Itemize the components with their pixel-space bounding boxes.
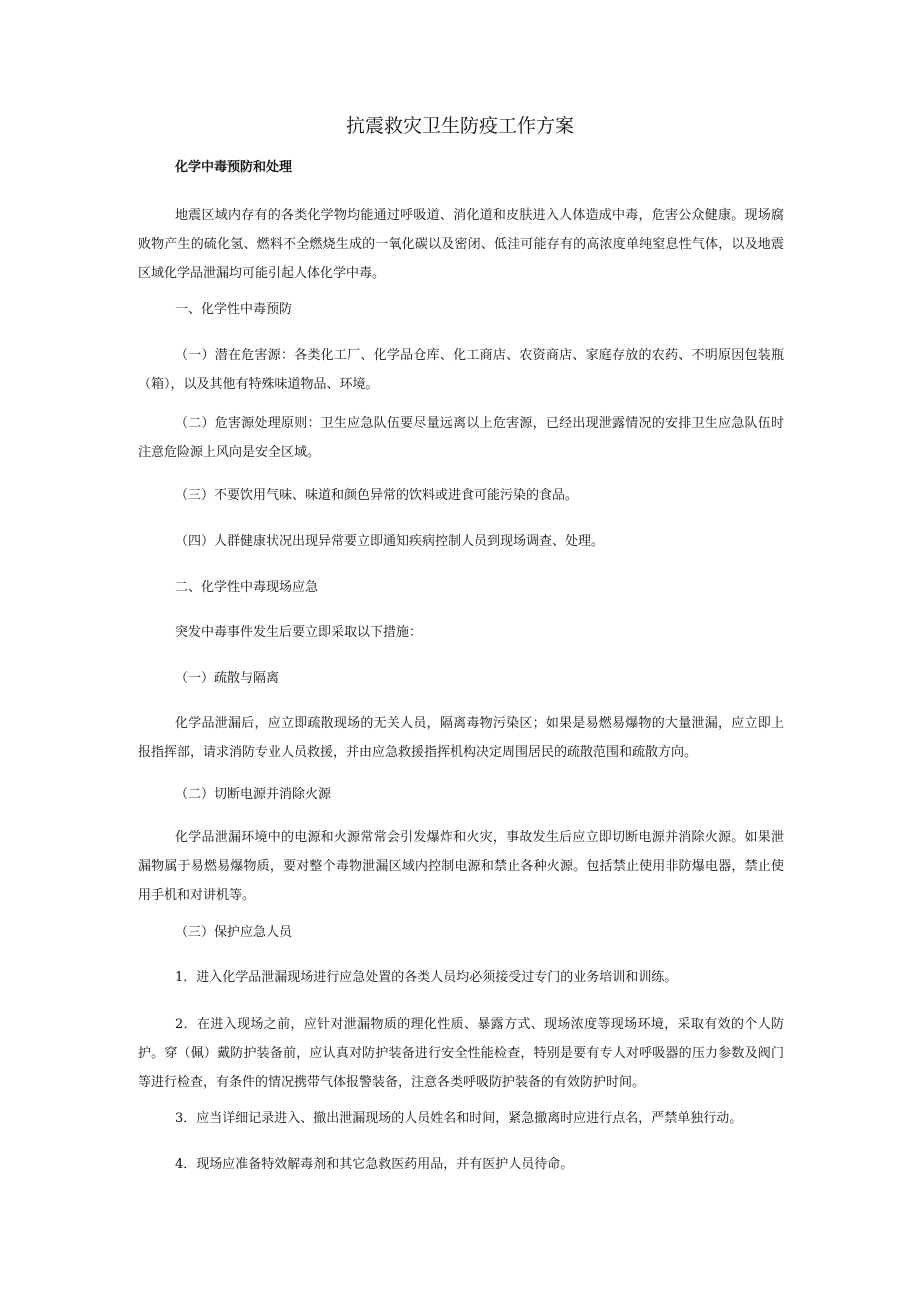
paragraph-item-4: 4．现场应准备特效解毒剂和其它急救医药用品，并有医护人员待命。: [175, 1157, 574, 1172]
paragraph-item-3: 3．应当详细记录进入、撤出泄漏现场的人员姓名和时间，紧急撤离时应进行点名，严禁单独行动。: [175, 1111, 743, 1126]
paragraph-no-drink: （三）不要饮用气味、味道和颜色异常的饮料或进食可能污染的食品。: [175, 488, 579, 503]
subheading-power-fire: （二）切断电源并消除火源: [175, 787, 332, 802]
subheading-evacuation: （一）疏散与隔离: [175, 671, 280, 686]
paragraph-hazard-principle: （二）危害源处理原则：卫生应急队伍要尽量远离以上危害源，已经出现泄露情况的安排卫生应急队伍时注意危险源上风向是安全区域。: [138, 416, 784, 460]
paragraph-measures-intro: 突发中毒事件发生后要立即采取以下措施：: [175, 625, 423, 640]
paragraph-power-fire: 化学品泄漏环境中的电源和火源常常会引发爆炸和火灾，事故发生后应立即切断电源并消除火源。如果泄漏物属于易燃易爆物质，要对整个毒物泄漏区域内控制电源和禁止各种火源。包括禁止使用非防爆电器，禁止使用手机和对讲机等。: [138, 830, 784, 903]
paragraph-item-1: 1．进入化学品泄漏现场进行应急处置的各类人员均必须接受过专门的业务培训和训练。: [175, 970, 678, 985]
document-title: 抗震救灾卫生防疫工作方案: [345, 115, 574, 137]
subheading-emergency: 二、化学性中毒现场应急: [175, 580, 319, 595]
paragraph-intro: 地震区域内存有的各类化学物均能通过呼吸道、消化道和皮肤进入人体造成中毒，危害公众健康。现场腐败物产生的硫化氢、燃料不全燃烧生成的一氧化碳以及密闭、低洼可能存有的高浓度单纯窒息性气体，以及地震区域化学品泄漏均可能引起人体化学中毒。: [138, 208, 784, 281]
paragraph-hazard-source: （一）潜在危害源：各类化工厂、化学品仓库、化工商店、农资商店、家庭存放的农药、不明原因包装瓶（箱），以及其他有特殊味道物品、环境。: [138, 348, 784, 392]
paragraph-evacuation: 化学品泄漏后，应立即疏散现场的无关人员，隔离毒物污染区；如果是易燃易爆物的大量泄漏，应立即上报指挥部，请求消防专业人员救援，并由应急救援指挥机构决定周围居民的疏散范围和疏散方向。: [138, 716, 784, 760]
section-heading: 化学中毒预防和处理: [175, 160, 293, 175]
subheading-protect-staff: （三）保护应急人员: [175, 925, 293, 940]
paragraph-health-status: （四）人群健康状况出现异常要立即通知疾病控制人员到现场调查、处理。: [175, 534, 605, 549]
paragraph-item-2: 2．在进入现场之前，应针对泄漏物质的理化性质、暴露方式、现场浓度等现场环境，采取有效的个人防护。穿（佩）戴防护装备前，应认真对防护装备进行安全性能检查，特别是要有专人对呼吸器的压力参数及阀门等进行检查，有条件的情况携带气体报警装备，注意各类呼吸防护装备的有效防护时间。: [138, 1017, 784, 1090]
subheading-prevention: 一、化学性中毒预防: [175, 302, 293, 317]
